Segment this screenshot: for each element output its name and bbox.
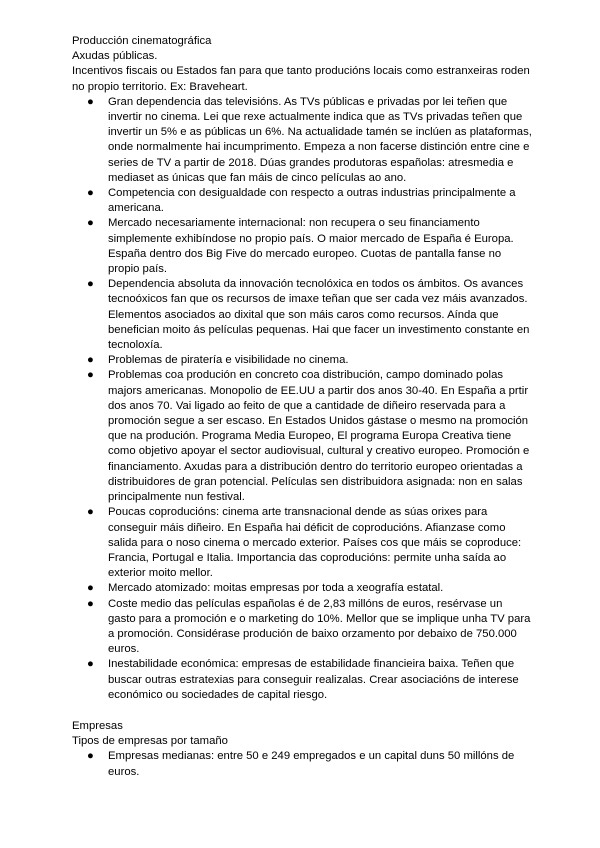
bullet-icon: ● (87, 582, 94, 595)
list-item (72, 368, 532, 505)
list-item (72, 353, 532, 368)
bullet-icon: ● (87, 597, 94, 610)
list-item-text: Empresas medianas: entre 50 e 249 empregados e un capital duns 50 millóns de euros. (108, 750, 515, 778)
list-item (72, 505, 532, 581)
section-subheading: Tipos de empresas por tamaño (72, 735, 228, 748)
bullet-list (72, 95, 532, 703)
list-item (72, 95, 532, 186)
bullet-icon: ● (87, 187, 94, 200)
document-title: Producción cinematográfica (72, 35, 212, 47)
section-empresas (72, 719, 532, 780)
list-item-text: Problemas de piratería e visibilidade no cinema. (108, 354, 349, 367)
bullet-icon: ● (87, 369, 94, 382)
bullet-list (72, 749, 532, 779)
list-item-text: Dependencia absoluta da innovación tecnolóxica en todos os ámbitos. Os avances tecnoóxicos fan que os recursos de imaxe teñan que ser cada vez máis avanzados. Elementos asociados ao dixital que son máis caros como recursos. Aínda que benefician moito ás películas pequenas. Hai que facer un investimento constante en tecnoloxía. (108, 278, 530, 352)
bullet-icon: ● (87, 750, 94, 763)
list-item (72, 216, 532, 277)
list-item (72, 186, 532, 216)
section-axudas (72, 49, 532, 703)
list-item-text: Coste medio das películas españolas é de 2,83 millóns de euros, resérvase un gasto para a promoción e o marketing do 10%. Mellor que se implique unha TV para a promoción. Considérase produción de baixo orzamento por debaixo de 750.000 euros. (108, 597, 531, 656)
bullet-icon: ● (87, 506, 94, 519)
list-item (72, 657, 532, 703)
list-item-text: Problemas coa produción en concreto coa distribución, campo dominado polas majors americanas. Monopolio de EE.UU a partir dos anos 30-40. En España a prtir dos anos 70. Vai ligado ao feito de que a cantidade de diñeiro reservada para a promoción segue a ser escaso. En Estados Unidos gástase o mesmo na promoción que na produción. Programa Media Europeo, El programa Europa Creativa tiene como objetivo apoyar el sector audiovisual, cultural y creativo europeo. Promoción e financiamento. Axudas para a distribución dentro do territorio europeo orientadas a distribuidores de gran potencial. Películas sen distribuidora asignada: non en salas principalmente nun festival. (108, 369, 530, 504)
section-intro: Incentivos fiscais ou Estados fan para que tanto producións locais como estranxeiras roden no propio territorio. Ex: Braveheart. (72, 65, 530, 93)
section-heading: Axudas públicas. (72, 50, 158, 63)
bullet-icon: ● (87, 217, 94, 230)
bullet-icon: ● (87, 658, 94, 671)
list-item (72, 277, 532, 353)
bullet-icon: ● (87, 278, 94, 291)
list-item (72, 749, 532, 779)
list-item (72, 597, 532, 658)
list-item (72, 581, 532, 596)
list-item-text: Mercado necesariamente internacional: non recupera o seu financiamento simplemente exhibíndose no propio país. O maior mercado de España é Europa. España dentro dos Big Five do mercado europeo. Cuotas de pantalla fanse no propio país. (108, 217, 514, 276)
list-item-text: Inestabilidade económica: empresas de estabilidade financieira baixa. Teñen que buscar outras estratexias para conseguir realizalas. Crear asociacións de interese económico ou sociedades de capital riesgo. (108, 658, 519, 701)
bullet-icon: ● (87, 354, 94, 367)
list-item-text: Gran dependencia das televisións. As TVs públicas e privadas por lei teñen que invertir no cinema. Lei que rexe actualmente indica que as TVs privadas teñen que invertir un 5% e as públicas un 6%. Na actualidade tamén se inclúen as plataformas, onde normalmente hai incumprimento. Empeza a non facerse distinción entre cine e series de TV a partir de 2018. Dúas grandes produtoras españolas: atresmedia e mediaset as únicas que fan máis de cinco películas ao ano. (108, 95, 532, 184)
list-item-text: Competencia con desigualdade con respecto a outras industrias principalmente a americana. (108, 187, 516, 215)
bullet-icon: ● (87, 95, 94, 108)
section-heading: Empresas (72, 719, 123, 732)
list-item-text: Poucas coproducións: cinema arte transnacional dende as súas orixes para conseguir máis diñeiro. En España hai déficit de coproducións. Afianzase como salida para o noso cinema o mercado exterior. Países cos que máis se coproduce: Francia, Portugal e Italia. Importancia das coproducións: permite unha saída ao exterior moito mellor. (108, 506, 522, 580)
document-page (72, 34, 532, 780)
list-item-text: Mercado atomizado: moitas empresas por toda a xeografía estatal. (108, 582, 444, 595)
